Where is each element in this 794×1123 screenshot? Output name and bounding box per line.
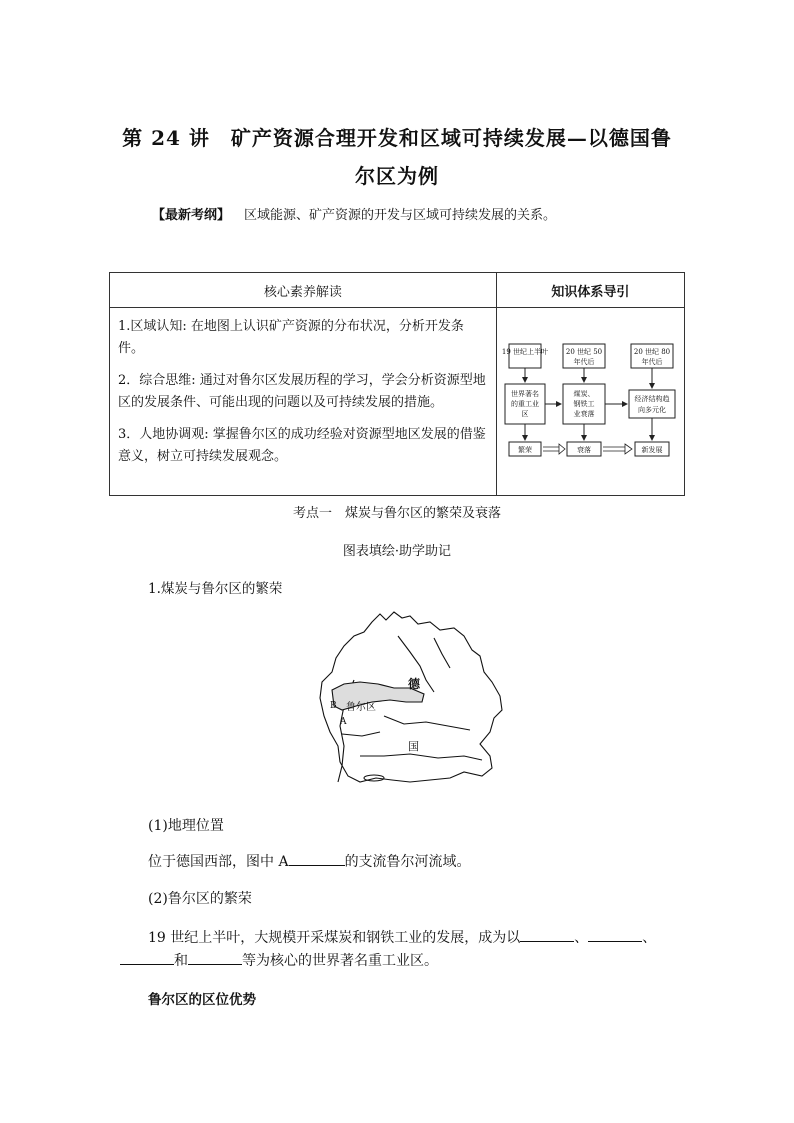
page-title-line2: 尔区为例	[355, 164, 439, 188]
map-label-de: 德	[408, 677, 421, 691]
list-item: 3．人地协调观: 掌握鲁尔区的成功经验对资源型地区发展的借鉴意义，树立可持续发展观念。	[118, 427, 486, 464]
section-kaodian: 考点一 煤炭与鲁尔区的繁荣及衰落	[292, 506, 501, 521]
list-item: 1.区域认知: 在地图上认识矿产资源的分布状况，分析开发条件。	[118, 319, 464, 356]
map-label-a: A	[340, 717, 347, 727]
diagram-bottom-1: 衰落	[576, 446, 591, 454]
knowledge-diagram-cell	[496, 308, 684, 496]
map-label-b: B	[330, 701, 337, 711]
diagram-mid-0b: 的重工业	[510, 400, 539, 408]
answer-blank[interactable]	[520, 927, 574, 942]
diagram-top-1a: 20 世纪 50	[565, 348, 602, 356]
map-label-ruhr: 鲁尔区	[346, 702, 376, 713]
question-2-line2: 和 等为核心的世界著名重工业区。	[120, 950, 438, 970]
diagram-mid-1b: 钢铁工	[573, 400, 595, 408]
diagram-top-2b: 年代后	[641, 358, 663, 366]
page-title-line1: 第 24 讲 矿产资源合理开发和区域可持续发展—以德国鲁	[122, 126, 672, 150]
location-advantage-heading: 鲁尔区的区位优势	[148, 992, 256, 1008]
question-1-text: 位于德国西部，图中 A 的支流鲁尔河流域。	[148, 851, 471, 871]
germany-map	[314, 606, 514, 792]
question-2-title: (2)鲁尔区的繁荣	[148, 891, 252, 907]
question-2-line1: 19 世纪上半叶，大规模开采煤炭和钢铁工业的发展，成为以 、 、	[148, 927, 656, 947]
syllabus-text: 区域能源、矿产资源的开发与区域可持续发展的关系。	[244, 208, 557, 223]
syllabus-label: 【最新考纲】	[152, 208, 231, 223]
diagram-bottom-0: 繁荣	[517, 446, 532, 454]
diagram-top-2a: 20 世纪 80	[633, 348, 670, 356]
diagram-mid-2b: 向多元化	[637, 406, 666, 414]
diagram-top-1b: 年代后	[573, 358, 595, 366]
diagram-mid-1c: 业衰落	[573, 410, 595, 418]
question-1-title: (1)地理位置	[148, 818, 224, 834]
diagram-mid-0c: 区	[521, 410, 529, 418]
table-header-right: 知识体系导引	[496, 273, 684, 308]
answer-blank[interactable]	[588, 927, 642, 942]
table-header-left: 核心素养解读	[110, 273, 497, 308]
map-label-guo: 国	[408, 740, 419, 753]
syllabus	[152, 204, 556, 223]
section-subtitle: 图表填绘·助学助记	[342, 544, 452, 559]
diagram-bottom-2: 新发展	[641, 446, 663, 454]
core-literacy-list	[110, 308, 497, 496]
answer-blank[interactable]	[188, 950, 242, 965]
knowledge-flow-diagram	[497, 308, 689, 498]
list-item: 2．综合思维: 通过对鲁尔区发展历程的学习，学会分析资源型地区的发展条件、可能出现的问题以及可持续发展的措施。	[118, 373, 486, 410]
core-literacy-table	[109, 272, 685, 496]
diagram-top-0a: 19 世纪上半叶	[501, 348, 548, 356]
subsection-title: 1.煤炭与鲁尔区的繁荣	[148, 581, 283, 597]
answer-blank[interactable]	[120, 950, 174, 965]
diagram-mid-1a: 煤炭、	[573, 390, 595, 398]
diagram-mid-2a: 经济结构趋	[634, 395, 670, 403]
diagram-mid-0a: 世界著名	[510, 390, 539, 398]
answer-blank[interactable]	[289, 851, 345, 866]
